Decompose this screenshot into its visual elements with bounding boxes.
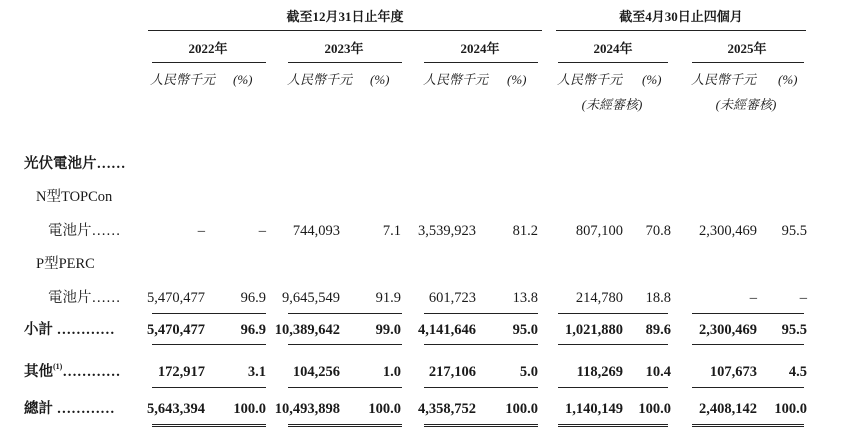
total-value: 100.0 (233, 401, 266, 417)
row-label-subtotal: 小計 ………… (24, 322, 115, 338)
year-2024-period-header: 2024年 (593, 41, 633, 56)
group-header-four-months: 截至4月30日止四個月 (619, 9, 743, 24)
subtotal-rule (692, 313, 804, 314)
others-value: 104,256 (292, 364, 340, 380)
rmb-unit-label: 人民幣千元 (287, 72, 353, 87)
total-value: 10,493,898 (274, 401, 340, 417)
cell-value: 214,780 (575, 290, 623, 306)
cell-value: 9,645,549 (282, 290, 340, 306)
cell-value: – (749, 290, 757, 306)
subtotal-value: 89.6 (645, 322, 671, 338)
cell-value: 7.1 (382, 223, 401, 239)
rmb-unit-label: 人民幣千元 (423, 72, 489, 87)
year-rule (692, 62, 804, 63)
year-rule (558, 62, 668, 63)
total-value: 2,408,142 (699, 401, 757, 417)
subtotal-value: 10,389,642 (274, 322, 340, 338)
total-value: 100.0 (774, 401, 807, 417)
total-double-rule (424, 424, 538, 427)
cell-value: – (197, 223, 205, 239)
subtotal-bottom-rule (424, 344, 538, 345)
others-value: 1.0 (382, 364, 401, 380)
year-2022-header: 2022年 (188, 41, 228, 56)
cell-value: – (258, 223, 266, 239)
year-2024-header: 2024年 (460, 41, 500, 56)
subtotal-value: 4,141,646 (418, 322, 476, 338)
year-rule (288, 62, 402, 63)
subtotal-bottom-rule (152, 344, 266, 345)
subtotal-rule (558, 313, 668, 314)
subtotal-bottom-rule (288, 344, 402, 345)
group-header-fiscal-year: 截至12月31日止年度 (286, 9, 404, 24)
subtotal-bottom-rule (558, 344, 668, 345)
unaudited-label: (未經審核) (715, 97, 777, 112)
total-double-rule (692, 424, 804, 427)
subtotal-value: 1,021,880 (565, 322, 623, 338)
pct-unit-label: (%) (233, 72, 253, 87)
subtotal-rule (424, 313, 538, 314)
pct-unit-label: (%) (778, 72, 798, 87)
row-label-total: 總計 ………… (24, 401, 115, 417)
total-rule (152, 387, 266, 388)
total-rule (288, 387, 402, 388)
cell-value: 5,470,477 (147, 290, 205, 306)
others-value: 3.1 (247, 364, 266, 380)
cell-value: 2,300,469 (699, 223, 757, 239)
total-value: 100.0 (505, 401, 538, 417)
pct-unit-label: (%) (642, 72, 662, 87)
subtotal-value: 95.5 (781, 322, 807, 338)
cell-value: 70.8 (645, 223, 671, 239)
others-value: 217,106 (428, 364, 476, 380)
subtotal-value: 96.9 (240, 322, 266, 338)
cell-value: 807,100 (575, 223, 623, 239)
row-label-p-perc: P型PERC (36, 256, 95, 272)
subtotal-bottom-rule (692, 344, 804, 345)
subtotal-value: 5,470,477 (147, 322, 205, 338)
rmb-unit-label: 人民幣千元 (691, 72, 757, 87)
rmb-unit-label: 人民幣千元 (150, 72, 216, 87)
cell-value: 18.8 (645, 290, 671, 306)
year-2023-header: 2023年 (324, 41, 364, 56)
others-value: 10.4 (645, 364, 671, 380)
group-header-rule (148, 30, 542, 31)
total-value: 5,643,394 (147, 401, 205, 417)
total-value: 100.0 (368, 401, 401, 417)
rmb-unit-label: 人民幣千元 (557, 72, 623, 87)
cell-value: 601,723 (428, 290, 476, 306)
subtotal-value: 99.0 (375, 322, 401, 338)
subtotal-rule (288, 313, 402, 314)
total-rule (692, 387, 804, 388)
group-header-rule (556, 30, 806, 31)
row-label-others: 其他$^{(1)}$………… (24, 362, 121, 380)
total-value: 100.0 (638, 401, 671, 417)
subtotal-value: 95.0 (512, 322, 538, 338)
total-rule (424, 387, 538, 388)
row-label-pv-cells: 光伏電池片…… (24, 156, 126, 172)
cell-value: 744,093 (292, 223, 340, 239)
total-rule (558, 387, 668, 388)
others-value: 172,917 (157, 364, 205, 380)
unaudited-label: (未經審核) (581, 97, 643, 112)
others-value: 107,673 (709, 364, 757, 380)
others-value: 118,269 (576, 364, 623, 380)
subtotal-rule (152, 313, 266, 314)
row-label-n-cells: 電池片…… (48, 223, 121, 239)
year-rule (424, 62, 538, 63)
subtotal-value: 2,300,469 (699, 322, 757, 338)
total-double-rule (558, 424, 668, 427)
others-value: 4.5 (788, 364, 807, 380)
pct-unit-label: (%) (370, 72, 390, 87)
total-value: 4,358,752 (418, 401, 476, 417)
cell-value: 95.5 (781, 223, 807, 239)
total-value: 1,140,149 (565, 401, 623, 417)
cell-value: 96.9 (240, 290, 266, 306)
total-double-rule (152, 424, 266, 427)
row-label-p-cells: 電池片…… (48, 290, 121, 306)
total-double-rule (288, 424, 402, 427)
cell-value: 13.8 (512, 290, 538, 306)
cell-value: 91.9 (375, 290, 401, 306)
pct-unit-label: (%) (507, 72, 527, 87)
cell-value: 3,539,923 (418, 223, 476, 239)
cell-value: – (799, 290, 807, 306)
row-label-n-topcon: N型TOPCon (36, 189, 113, 205)
year-rule (152, 62, 266, 63)
year-2025-period-header: 2025年 (727, 41, 767, 56)
cell-value: 81.2 (512, 223, 538, 239)
others-value: 5.0 (519, 364, 538, 380)
